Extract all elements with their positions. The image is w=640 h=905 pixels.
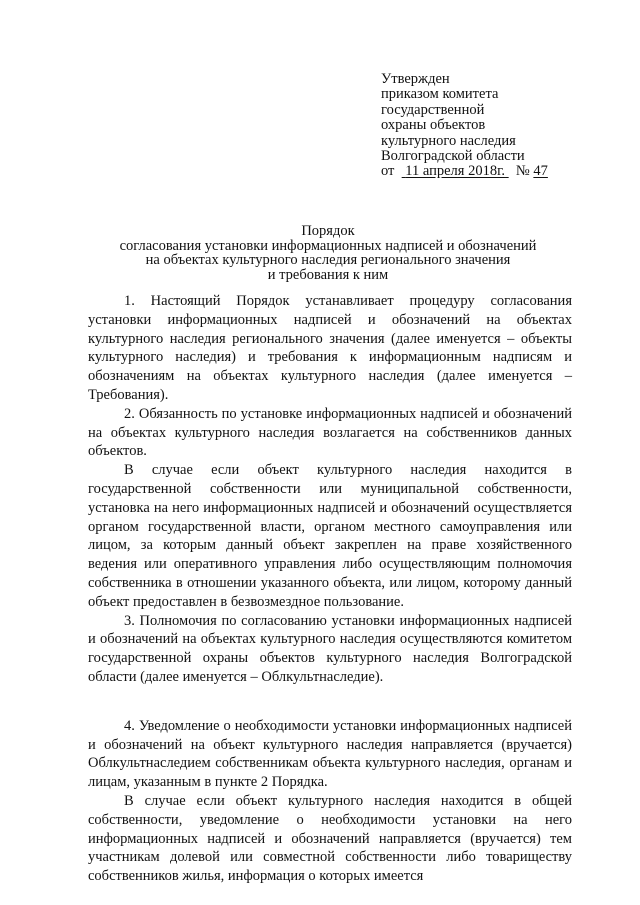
paragraph-spacer [88, 687, 572, 717]
title-line: на объектах культурного наследия регионального значения [145, 252, 511, 269]
document-title [60, 224, 596, 282]
document-body [88, 292, 572, 886]
approval-date-line [381, 164, 611, 179]
title-line: согласования установки информационных надписей и обозначений [119, 237, 537, 254]
paragraph-2-continued: В случае если объект культурного наследия находится в государственной собственности или муниципальной собственности, установка на него информационных надписей и обозначений осуществляется органом государственной власти, органом местного самоуправления или лицом, за которым данный объект закреплен на праве хозяйственного ведения или оперативного управления либо осуществляющим полномочия собственника в отношении указанного объекта, или лицом, которому данный объект предоставлен в безвозмездное пользование. [88, 462, 572, 610]
title-heading: Порядок [301, 223, 355, 239]
date-prefix: от [381, 163, 395, 180]
approval-line: культурного наследия [381, 132, 516, 149]
paragraph-2: 2. Обязанность по установке информационных надписей и обозначений на объектах культурного наследия возлагается на собственников данных объектов. [88, 405, 572, 460]
paragraph-4: 4. Уведомление о необходимости установки информационных надписей и обозначений на объект культурного наследия направляется (вручается) Облкультнаследием собственникам объекта культурного наследия, органам и лицам, указанным в пункте 2 Порядка. [88, 717, 572, 791]
order-date: 11 апреля 2018г. [405, 163, 506, 180]
approval-line: Волгоградской области [381, 148, 525, 165]
approval-line: охраны объектов [381, 117, 486, 134]
paragraph-4-continued: В случае если объект культурного наследия находится в общей собственности, уведомление о необходимости установки на него информационных надписей и обозначений направляется (вручается) тем участникам долевой или совместной собственности либо товариществу собственников жилья, информация о которых имеется [88, 792, 572, 885]
number-prefix: № [515, 163, 530, 180]
order-number: 47 [533, 163, 548, 180]
title-line: и требования к ним [267, 266, 389, 283]
approval-line: государственной [381, 101, 485, 118]
paragraph-3: 3. Полномочия по согласованию установки информационных надписей и обозначений на объектах культурного наследия осуществляются комитетом государственной охраны объектов культурного наследия Волгоградской области (далее именуется – Облкультнаследие). [88, 612, 572, 685]
paragraph-1: 1. Настоящий Порядок устанавливает процедуру согласования установки информационных надписей и обозначений на объектах культурного наследия регионального значения (далее именуется – объекты культурного наследия) и требования к информационным надписям и обозначениям на объектах культурного наследия (далее именуется – Требования). [88, 293, 572, 403]
approval-line: Утвержден [381, 71, 450, 87]
approval-block [381, 72, 611, 180]
approval-line: приказом комитета [381, 86, 499, 103]
